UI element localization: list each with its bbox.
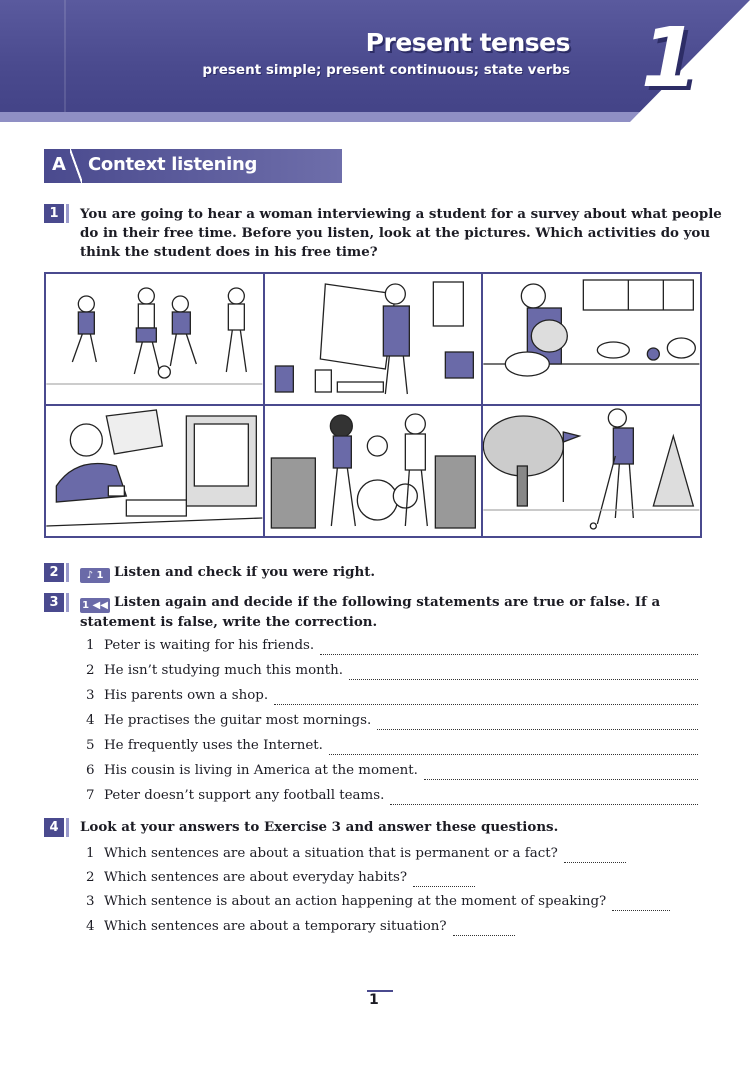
question-text: Which sentence is about an action happening at the moment of speaking? <box>104 894 607 909</box>
unit-subtitle: present simple; present continuous; state verbs <box>202 62 570 78</box>
track-number: 1 <box>82 600 90 611</box>
statement-row <box>86 687 698 705</box>
unit-header <box>0 0 750 122</box>
statement-number: 3 <box>86 688 95 703</box>
exercise-2-text: Listen and check if you were right. <box>114 564 376 580</box>
exercise-3-instructions <box>80 593 660 632</box>
question-number: 4 <box>86 919 95 934</box>
instruction-line: do in their free time. Before you listen, look at the pictures. Which activities do you <box>80 225 711 241</box>
answer-line[interactable] <box>390 794 698 805</box>
answer-line[interactable] <box>377 719 698 730</box>
question-text: Which sentences are about a temporary situation? <box>104 919 447 934</box>
statement-number: 2 <box>86 663 95 678</box>
instruction-line: You are going to hear a woman interviewing a student for a survey about what people <box>80 206 722 222</box>
statement-row <box>86 737 698 755</box>
painting-icon <box>265 274 482 404</box>
question-row <box>86 869 475 887</box>
question-number: 2 <box>86 870 95 885</box>
answer-line[interactable] <box>274 694 698 705</box>
question-number: 1 <box>86 846 95 861</box>
unit-number: 1 <box>640 11 698 106</box>
video-game-icon <box>46 406 263 536</box>
statement-row <box>86 662 698 680</box>
answer-line[interactable] <box>564 852 626 863</box>
statement-number: 7 <box>86 788 95 803</box>
answer-line[interactable] <box>413 876 475 887</box>
page-number: 1 <box>369 992 379 1008</box>
statement-row <box>86 787 698 805</box>
answer-line[interactable] <box>424 769 698 780</box>
statement-number: 6 <box>86 763 95 778</box>
exercise-number: 4 <box>44 818 64 837</box>
exercise-number: 3 <box>44 593 64 612</box>
exercise-2-instructions <box>80 563 375 583</box>
header-stripe <box>64 0 66 112</box>
unit-title: Present tenses <box>365 28 570 57</box>
instruction-line: statement is false, write the correction. <box>80 614 378 630</box>
section-divider <box>70 149 82 183</box>
statement-number: 4 <box>86 713 95 728</box>
question-row <box>86 893 670 911</box>
statement-number: 5 <box>86 738 95 753</box>
question-row <box>86 845 626 863</box>
answer-line[interactable] <box>453 925 515 936</box>
golf-icon <box>483 406 700 536</box>
question-number: 3 <box>86 894 95 909</box>
statement-text: He frequently uses the Internet. <box>104 738 323 753</box>
section-heading <box>44 149 342 183</box>
exercise-number: 1 <box>44 204 64 223</box>
question-row <box>86 918 515 936</box>
exercise-number: 2 <box>44 563 64 582</box>
track-number: 1 <box>96 570 104 581</box>
section-letter: A <box>52 154 66 175</box>
answer-line[interactable] <box>320 644 698 655</box>
statement-number: 1 <box>86 638 95 653</box>
band-icon <box>265 406 482 536</box>
answer-line[interactable] <box>349 669 698 680</box>
activity-pictures <box>44 272 702 538</box>
statement-text: He practises the guitar most mornings. <box>104 713 372 728</box>
statement-text: Peter doesn’t support any football teams. <box>104 788 385 803</box>
statement-text: Peter is waiting for his friends. <box>104 638 315 653</box>
audio-track-icon[interactable]: 1 ◀◀ <box>80 598 110 613</box>
question-text: Which sentences are about a situation that is permanent or a fact? <box>104 846 558 861</box>
statement-row <box>86 712 698 730</box>
audio-track-icon[interactable]: ♪ 1 <box>80 568 110 583</box>
question-text: Which sentences are about everyday habits? <box>104 870 408 885</box>
football-icon <box>46 274 263 404</box>
section-label: Context listening <box>88 154 258 175</box>
instruction-line: Listen again and decide if the following statements are true or false. If a <box>114 594 661 610</box>
cooking-icon <box>483 274 700 404</box>
answer-line[interactable] <box>612 900 670 911</box>
exercise-1-instructions <box>80 205 722 262</box>
statement-row <box>86 637 698 655</box>
answer-line[interactable] <box>329 744 698 755</box>
statement-text: His parents own a shop. <box>104 688 269 703</box>
instruction-line: think the student does in his free time? <box>80 244 378 260</box>
statement-row <box>86 762 698 780</box>
statement-text: His cousin is living in America at the moment. <box>104 763 418 778</box>
statement-text: He isn’t studying much this month. <box>104 663 344 678</box>
exercise-4-instructions: Look at your answers to Exercise 3 and answer these questions. <box>80 819 559 835</box>
